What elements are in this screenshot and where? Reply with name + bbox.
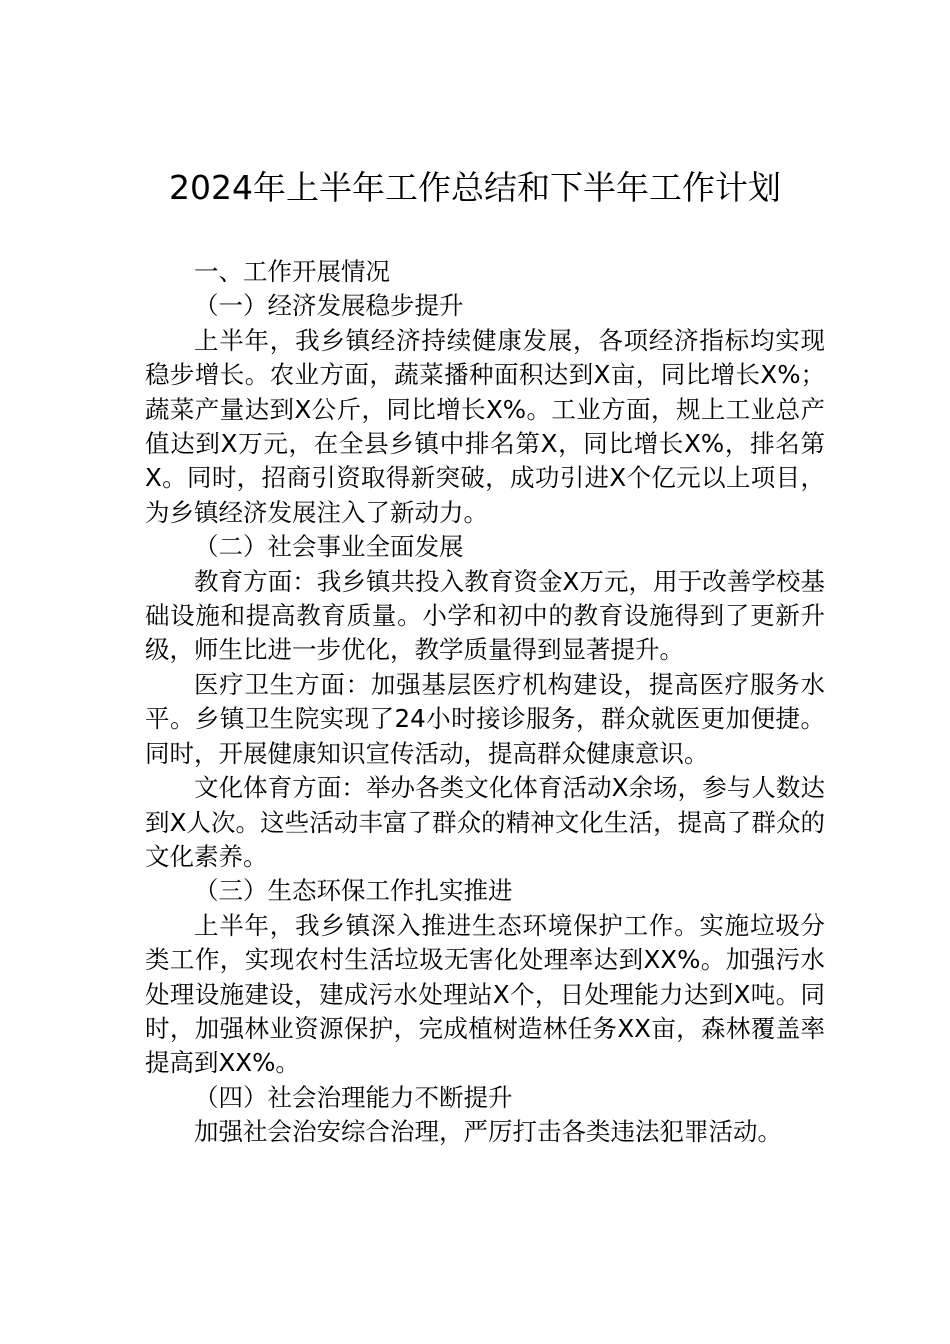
paragraph: 教育方面：我乡镇共投入教育资金X万元，用于改善学校基础设施和提高教育质量。小学和初中的教育设施得到了更新升级，师生比进一步优化，教学质量得到显著提升。: [145, 566, 825, 665]
document-body: [145, 255, 825, 1150]
paragraph: 加强社会治安综合治理，严厉打击各类违法犯罪活动。: [194, 1117, 782, 1147]
paragraph: 上半年，我乡镇经济持续健康发展，各项经济指标均实现稳步增长。农业方面，蔬菜播种面积达到X亩，同比增长X%；蔬菜产量达到X公斤，同比增长X%。工业方面，规上工业总产值达到X万元，在全县乡镇中排名第X，同比增长X%，排名第X。同时，招商引资取得新突破，成功引进X个亿元以上项目，为乡镇经济发展注入了新动力。: [145, 325, 825, 527]
subsection-heading: （一）经济发展稳步提升: [194, 291, 464, 321]
section-heading: 一、工作开展情况: [194, 257, 390, 286]
subsection-heading: （三）生态环保工作扎实推进: [194, 876, 513, 906]
paragraph: 文化体育方面：举办各类文化体育活动X余场，参与人数达到X人次。这些活动丰富了群众的精神文化生活，提高了群众的文化素养。: [145, 773, 825, 871]
subsection-heading: （二）社会事业全面发展: [194, 532, 464, 562]
document-title: 2024年上半年工作总结和下半年工作计划: [169, 168, 781, 207]
paragraph: 医疗卫生方面：加强基层医疗机构建设，提高医疗服务水平。乡镇卫生院实现了24小时接诊服务，群众就医更加便捷。同时，开展健康知识宣传活动，提高群众健康意识。: [145, 669, 825, 768]
subsection-heading: （四）社会治理能力不断提升: [194, 1082, 513, 1112]
paragraph: 上半年，我乡镇深入推进生态环境保护工作。实施垃圾分类工作，实现农村生活垃圾无害化处理率达到XX%。加强污水处理设施建设，建成污水处理站X个，日处理能力达到X吨。同时，加强林业资源保护，完成植树造林任务XX亩，森林覆盖率提高到XX%。: [145, 910, 825, 1078]
